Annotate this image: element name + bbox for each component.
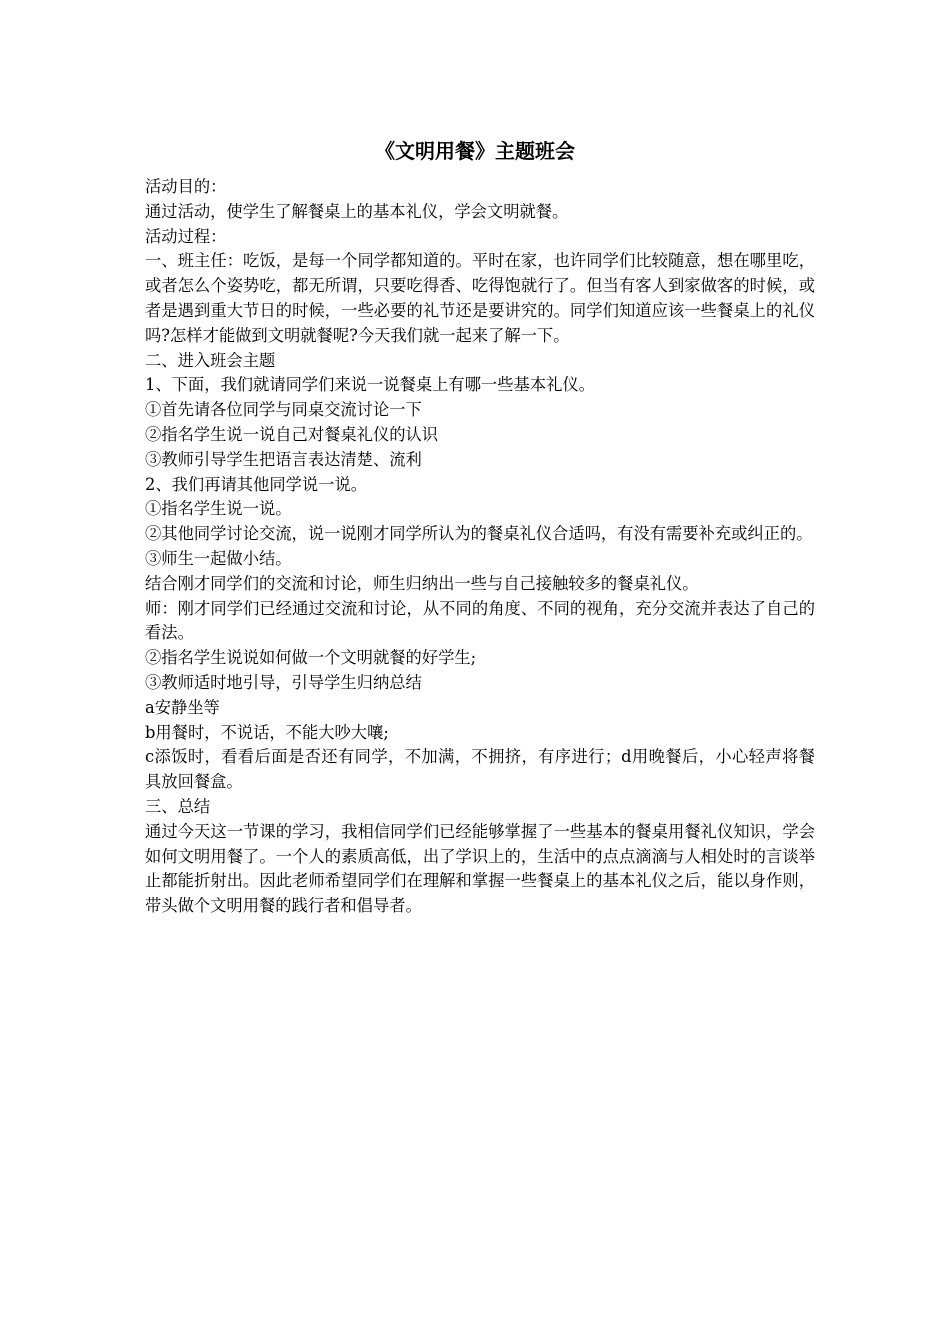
paragraph-step-one-b: ②指名学生说一说自己对餐桌礼仪的认识 [145, 424, 439, 444]
paragraph-summary-intro: 结合刚才同学们的交流和讨论，师生归纳出一些与自己接触较多的餐桌礼仪。 [145, 573, 699, 593]
paragraph-conclusion: 通过今天这一节课的学习，我相信同学们已经能够掌握了一些基本的餐桌用餐礼仪知识，学会如何文明用餐了。一个人的素质高低，出了学识上的，生活中的点点滴滴与人相处时的言谈举止都能折射出。因此老师希望同学们在理解和掌握一些餐桌上的基本礼仪之后，能以身作则，带头做个文明用餐的践行者和倡导者。 [145, 821, 815, 916]
paragraph-step-two-b: ②其他同学讨论交流，说一说刚才同学所认为的餐桌礼仪合适吗，有没有需要补充或纠正的。 [145, 524, 813, 544]
paragraph-teacher: 师：刚才同学们已经通过交流和讨论，从不同的角度、不同的视角，充分交流并表达了自己的看法。 [145, 598, 815, 643]
paragraph-intro: 一、班主任：吃饭，是每一个同学都知道的。平时在家，也许同学们比较随意，想在哪里吃，或者怎么个姿势吃，都无所谓，只要吃得香、吃得饱就行了。但当有客人到家做客的时候，或者是遇到重大节日的时候，一些必要的礼节还是要讲究的。同学们知道应该一些餐桌上的礼仪吗?怎样才能做到文明就餐呢?今天我们就一起来了解一下。 [145, 251, 815, 345]
paragraph-rule-c-d: c添饭时，看看后面是否还有同学，不加满，不拥挤，有序进行；d用晚餐后，小心轻声将餐具放回餐盒。 [145, 747, 815, 792]
paragraph-section-three: 三、总结 [145, 796, 211, 816]
paragraph-step-one-a: ①首先请各位同学与同桌交流讨论一下 [145, 400, 422, 420]
paragraph-step-two-c: ③师生一起做小结。 [145, 548, 292, 568]
paragraph-step-one: 1、下面，我们就请同学们来说一说餐桌上有哪一些基本礼仪。 [145, 375, 595, 395]
document-title: 《文明用餐》主题班会 [375, 139, 575, 163]
paragraph-teacher-b: ②指名学生说说如何做一个文明就餐的好学生; [145, 648, 477, 668]
document-body [145, 175, 815, 919]
paragraph-rule-a: a安静坐等 [145, 697, 220, 717]
paragraph-step-two-a: ①指名学生说一说。 [145, 499, 292, 519]
paragraph-teacher-c: ③教师适时地引导，引导学生归纳总结 [145, 672, 422, 692]
paragraph-rule-b: b用餐时，不说话，不能大吵大嚷; [145, 722, 389, 742]
paragraph-step-two: 2、我们再请其他同学说一说。 [145, 474, 368, 494]
paragraph-section-two: 二、进入班会主题 [145, 350, 276, 370]
paragraph-process-heading: 活动过程： [145, 226, 227, 246]
paragraph-purpose-heading: 活动目的： [145, 177, 227, 196]
paragraph-step-one-c: ③教师引导学生把语言表达清楚、流利 [145, 449, 422, 469]
paragraph-purpose: 通过活动，使学生了解餐桌上的基本礼仪，学会文明就餐。 [145, 201, 569, 221]
